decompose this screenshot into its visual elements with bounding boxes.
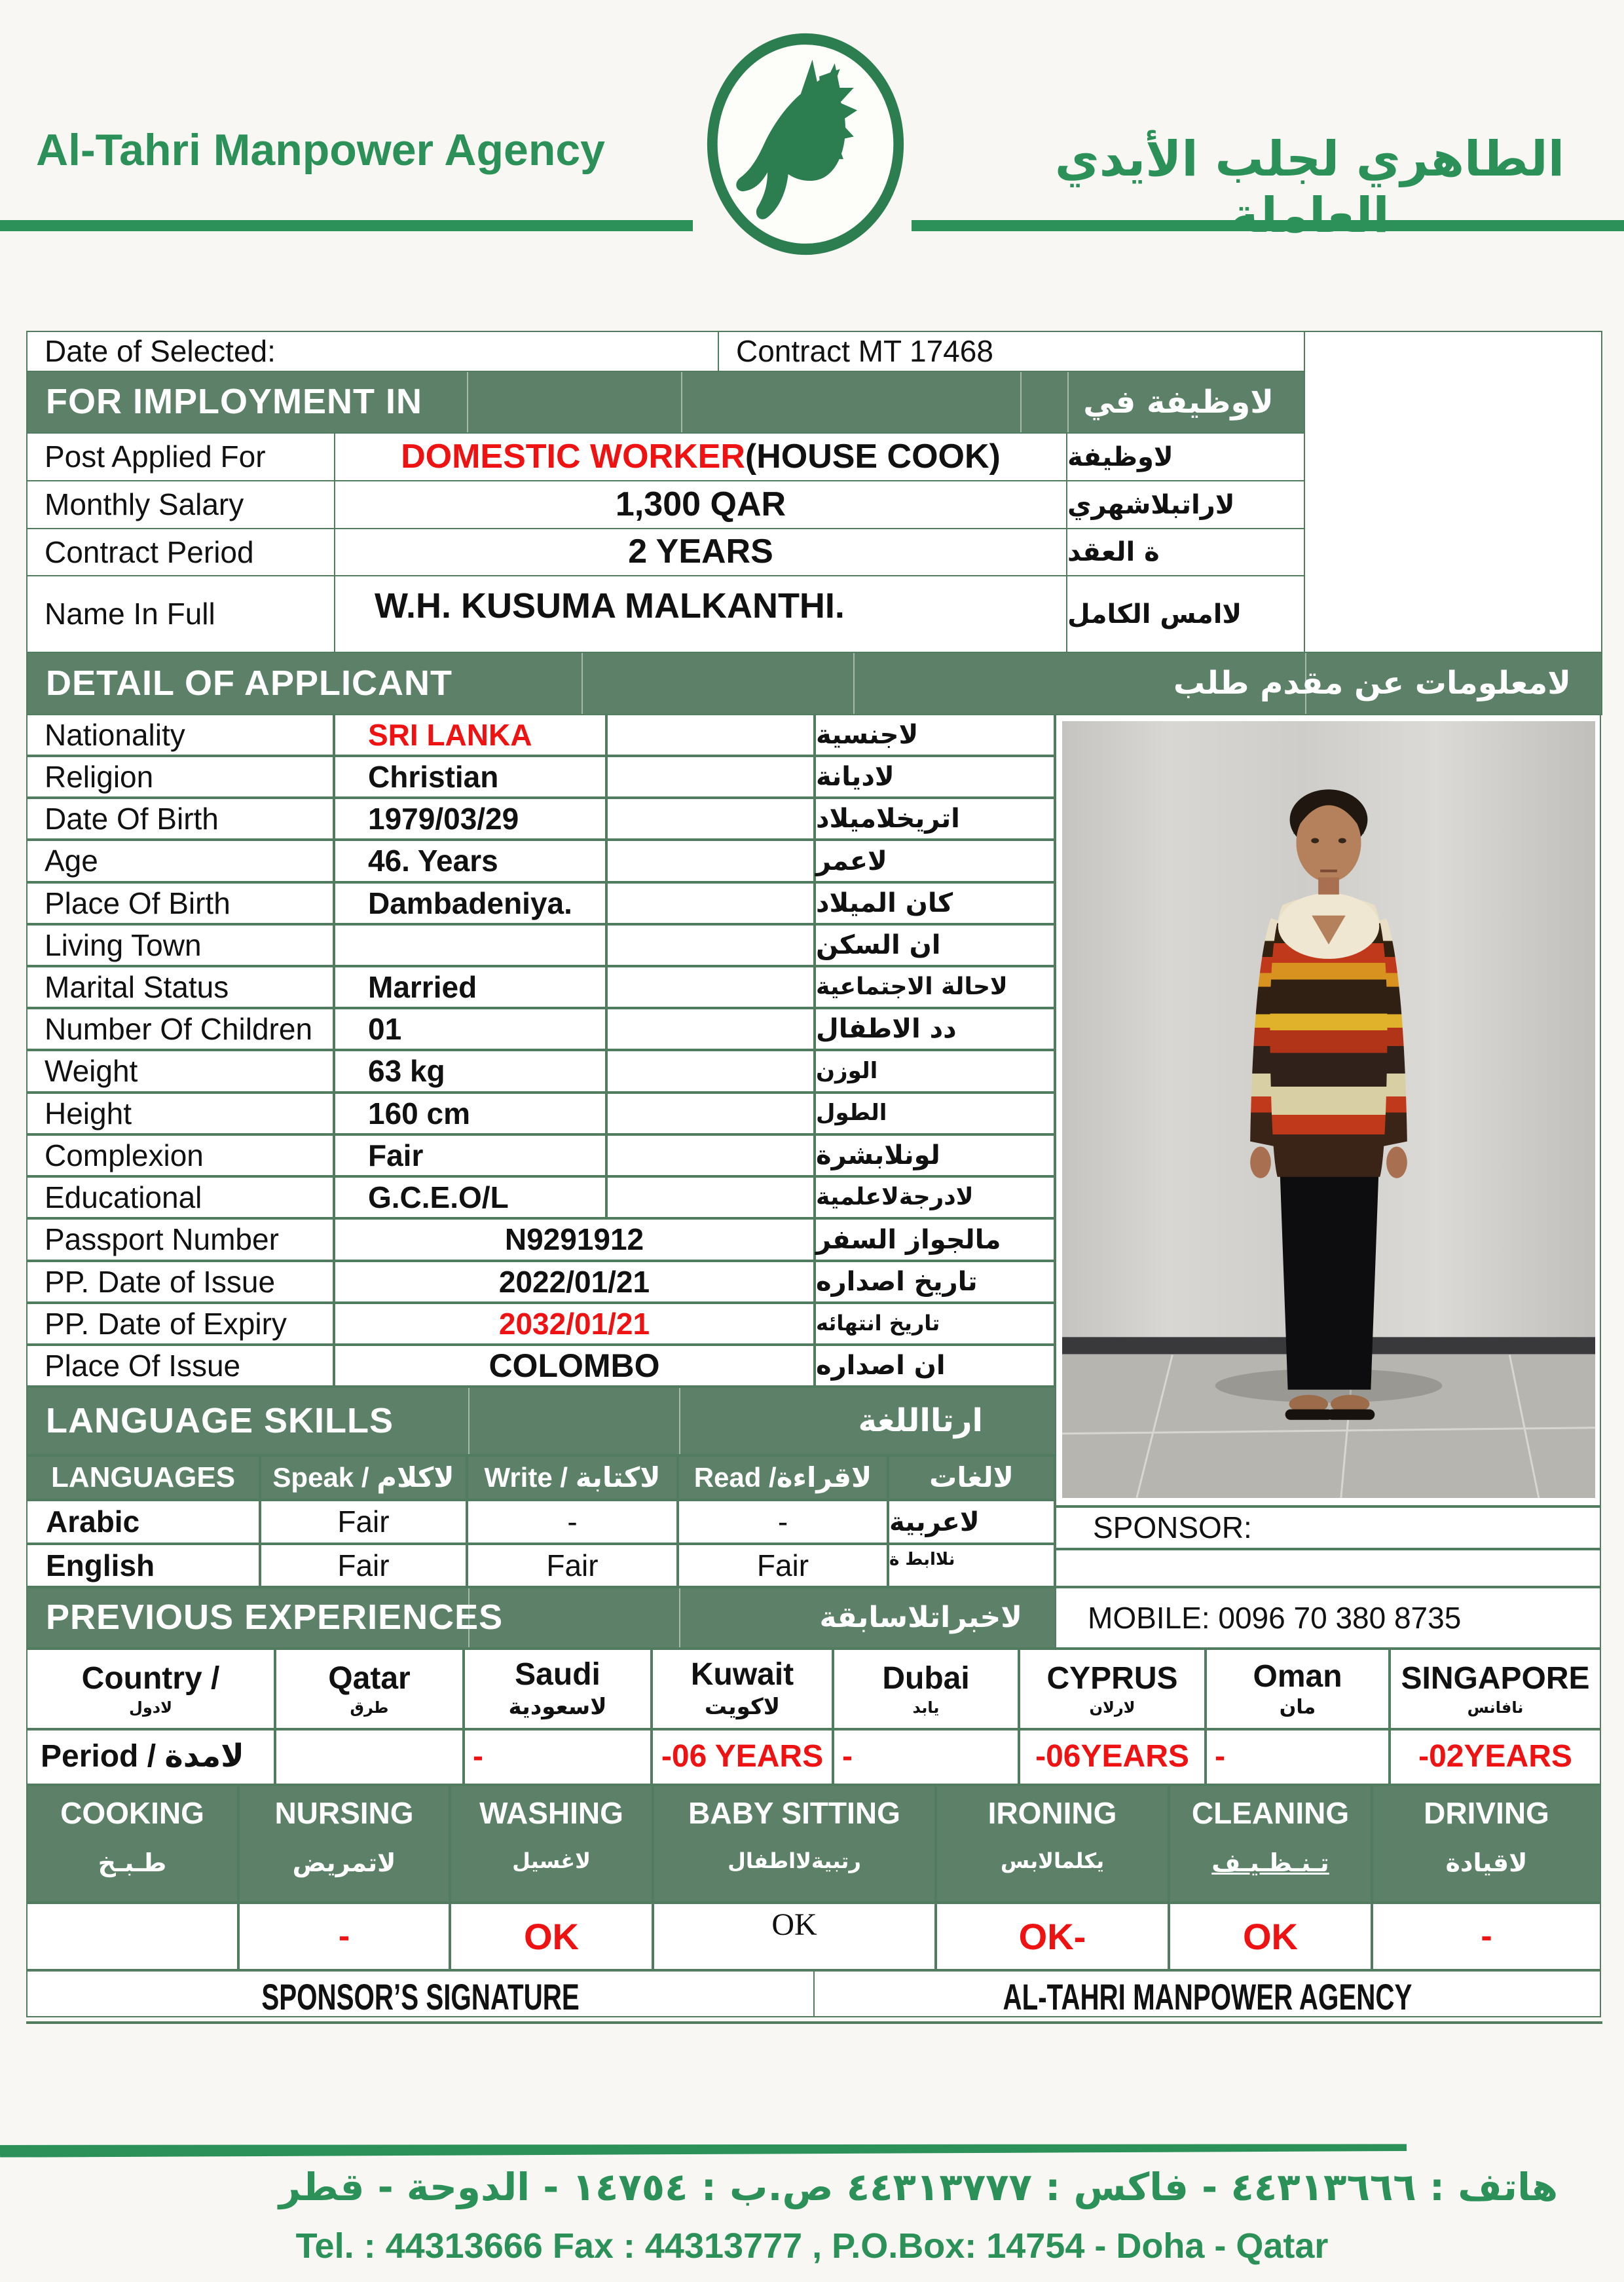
post-value-rest: (HOUSE COOK) xyxy=(745,437,1001,476)
age-value: 46. Years xyxy=(334,840,606,882)
period-singapore: -02YEARS xyxy=(1390,1729,1601,1785)
footer-contact-ar: هاتف : ٤٤٣١٣٦٦٦ - فاكس : ٤٤٣١٣٧٧٧ ص.ب : ١٤٧٥٤ - الدوحة - قطر xyxy=(278,2165,1559,2209)
marital-status-label: Marital Status xyxy=(26,966,334,1008)
country-dubai-name: Dubai xyxy=(882,1660,970,1696)
skill-nursing-en: NURSING xyxy=(274,1796,414,1830)
previous-experiences-band xyxy=(26,1587,1056,1649)
table-bottom-rule xyxy=(26,2021,1602,2024)
living-town-extra-cell xyxy=(606,924,815,966)
skill-cleaning-en: CLEANING xyxy=(1191,1796,1350,1830)
skill-cooking-en: COOKING xyxy=(60,1796,204,1830)
name-in-full-label: Name In Full xyxy=(26,575,335,653)
agency-title-ar: الطاهري لجلب الأيدي العاملة xyxy=(1054,131,1565,244)
marital-status-extra-cell xyxy=(606,966,815,1008)
complexion-value: Fair xyxy=(334,1134,606,1176)
read-col-header: Read /لاقراءة xyxy=(678,1455,888,1500)
skill-babysitting-header xyxy=(653,1785,936,1903)
nationality-value: SRI LANKA xyxy=(334,714,606,756)
country-label: Country / xyxy=(81,1660,220,1696)
post-applied-label: Post Applied For xyxy=(26,432,335,481)
country-kuwait xyxy=(652,1649,833,1729)
english-row-ar: نلاابط ة xyxy=(888,1544,1055,1587)
english-row-label: English xyxy=(26,1544,260,1587)
country-header-cell xyxy=(26,1649,275,1729)
country-qatar xyxy=(275,1649,464,1729)
skill-cooking-header xyxy=(26,1785,238,1903)
country-oman-name: Oman xyxy=(1253,1658,1342,1694)
living-town-ar: ان السكن xyxy=(815,924,1055,966)
pp-issue-ar: تاريخ اصداره xyxy=(815,1261,1055,1303)
skill-driving-value: - xyxy=(1372,1903,1601,1970)
age-ar: لاعمر xyxy=(815,840,1055,882)
weight-ar: الوزن xyxy=(815,1050,1055,1093)
place-of-issue-value: COLOMBO xyxy=(334,1345,815,1387)
skill-ironing-header xyxy=(936,1785,1169,1903)
country-singapore-name: SINGAPORE xyxy=(1401,1660,1590,1696)
country-singapore xyxy=(1390,1649,1601,1729)
sponsor-signature-label: SPONSOR’S SIGNATURE xyxy=(261,1976,580,2017)
religion-extra-cell xyxy=(606,756,815,798)
skill-cleaning-ar: تـنـظـيـف xyxy=(1211,1848,1329,1877)
previous-experiences-en: PREVIOUS EXPERIENCES xyxy=(46,1598,504,1637)
skill-babysitting-ar: رتبيةلااطفال xyxy=(728,1848,861,1873)
period-cyprus: -06YEARS xyxy=(1019,1729,1206,1785)
applicant-photo-cell xyxy=(1055,714,1601,1506)
children-label: Number Of Children xyxy=(26,1008,334,1050)
nationality-label: Nationality xyxy=(26,714,334,756)
children-extra-cell xyxy=(606,1008,815,1050)
sponsor-empty-cell xyxy=(1055,1549,1601,1587)
passport-number-value: N9291912 xyxy=(334,1218,815,1261)
educational-value: G.C.E.O/L xyxy=(334,1176,606,1218)
horse-logo-icon xyxy=(702,31,909,257)
arabic-row-ar: لاعربية xyxy=(888,1500,1055,1544)
skill-ironing-en: IRONING xyxy=(987,1796,1117,1830)
country-saudi xyxy=(464,1649,652,1729)
agency-signature-cell xyxy=(813,1970,1601,2017)
passport-number-label: Passport Number xyxy=(26,1218,334,1261)
employment-header-ar: لاوظيفة في xyxy=(1083,383,1274,421)
skill-ironing-value: OK- xyxy=(936,1903,1169,1970)
weight-extra-cell xyxy=(606,1050,815,1093)
country-oman xyxy=(1206,1649,1390,1729)
name-in-full-value: W.H. KUSUMA MALKANTHI. xyxy=(334,575,1067,653)
country-cyprus-name: CYPRUS xyxy=(1046,1660,1178,1696)
period-saudi: - xyxy=(464,1729,652,1785)
country-singapore-ar: نافانس xyxy=(1467,1698,1524,1717)
post-value-red: DOMESTIC WORKER xyxy=(401,437,745,476)
language-skills-en: LANGUAGE SKILLS xyxy=(46,1400,394,1440)
place-of-issue-ar: ان اصداره xyxy=(815,1345,1055,1387)
height-value: 160 cm xyxy=(334,1093,606,1134)
post-applied-ar: لاوظيفة xyxy=(1066,432,1305,481)
period-oman: - xyxy=(1206,1729,1390,1785)
place-of-issue-label: Place Of Issue xyxy=(26,1345,334,1387)
place-of-birth-extra-cell xyxy=(606,882,815,924)
skill-nursing-ar: لاتمريض xyxy=(292,1848,396,1877)
detail-header-en: DETAIL OF APPLICANT xyxy=(46,663,452,703)
monthly-salary-label: Monthly Salary xyxy=(26,480,335,529)
footer-contact-en: Tel. : 44313666 Fax : 44313777 , P.O.Box: 14754 - Doha - Qatar xyxy=(295,2226,1329,2266)
skill-driving-en: DRIVING xyxy=(1424,1796,1549,1830)
dob-ar: اتريخلاميلاد xyxy=(815,798,1055,840)
contract-period-ar: ة العقد xyxy=(1066,528,1305,576)
header-rule-left xyxy=(0,220,693,231)
post-applied-value xyxy=(334,432,1067,481)
language-skills-ar: ارتااللغة xyxy=(858,1402,983,1440)
period-dubai: - xyxy=(833,1729,1019,1785)
place-of-birth-ar: كان الميلاد xyxy=(815,882,1055,924)
passport-number-ar: مالجواز السفر xyxy=(815,1218,1055,1261)
skill-babysitting-value: OK xyxy=(653,1903,936,1970)
religion-ar: لاديانة xyxy=(815,756,1055,798)
skill-babysitting-en: BABY SITTING xyxy=(688,1796,900,1830)
height-extra-cell xyxy=(606,1093,815,1134)
name-in-full-ar: لاامس الكامل xyxy=(1066,575,1305,653)
height-label: Height xyxy=(26,1093,334,1134)
period-kuwait: -06 YEARS xyxy=(652,1729,833,1785)
period-label: Period / لامدة xyxy=(26,1729,275,1785)
employment-header-band xyxy=(26,371,1305,434)
country-dubai-ar: يابد xyxy=(912,1698,940,1717)
marital-status-value: Married xyxy=(334,966,606,1008)
english-speak: Fair xyxy=(260,1544,467,1587)
sponsor-mobile: MOBILE: 0096 70 380 8735 xyxy=(1055,1587,1601,1649)
complexion-ar: لونلابشرة xyxy=(815,1134,1055,1176)
skill-cooking-ar: طـبـخ xyxy=(98,1848,167,1877)
contract-number: Contract MT 17468 xyxy=(718,331,1305,372)
educational-ar: لادرجةلاعلمية xyxy=(815,1176,1055,1218)
skill-cooking-value xyxy=(26,1903,238,1970)
arabic-row-label: Arabic xyxy=(26,1500,260,1544)
detail-header-band xyxy=(26,652,1602,715)
contract-period-label: Contract Period xyxy=(26,528,335,576)
country-kuwait-ar: لاكويت xyxy=(704,1694,781,1721)
place-of-birth-value: Dambadeniya. xyxy=(334,882,606,924)
country-dubai xyxy=(833,1649,1019,1729)
pp-issue-label: PP. Date of Issue xyxy=(26,1261,334,1303)
previous-experiences-ar: لاخبراتلاسابقة xyxy=(819,1600,1022,1634)
sponsor-signature-cell xyxy=(26,1970,815,2017)
nationality-ar: لاجنسية xyxy=(815,714,1055,756)
country-oman-ar: مان xyxy=(1279,1696,1316,1719)
detail-header-ar: لامعلومات عن مقدم طلب xyxy=(1173,665,1571,702)
country-saudi-ar: لاسعودية xyxy=(508,1694,607,1721)
pp-expiry-value: 2032/01/21 xyxy=(334,1303,815,1345)
skill-cleaning-value: OK xyxy=(1169,1903,1372,1970)
skill-cleaning-header xyxy=(1169,1785,1372,1903)
age-extra-cell xyxy=(606,840,815,882)
nationality-extra-cell xyxy=(606,714,815,756)
complexion-label: Complexion xyxy=(26,1134,334,1176)
religion-label: Religion xyxy=(26,756,334,798)
height-ar: الطول xyxy=(815,1093,1055,1134)
write-col-header: Write / لاكتابة xyxy=(467,1455,678,1500)
marital-status-ar: لاحالة الاجتماعية xyxy=(815,966,1055,1008)
living-town-value xyxy=(334,924,606,966)
employment-header-en: FOR IMPLOYMENT IN xyxy=(46,382,422,422)
skill-washing-ar: لاغسيل xyxy=(512,1848,591,1873)
languages-col-header-ar: لالغات xyxy=(888,1455,1055,1500)
top-right-empty-cell xyxy=(1304,331,1602,653)
monthly-salary-value: 1,300 QAR xyxy=(334,480,1067,529)
sponsor-label: SPONSOR: xyxy=(1055,1506,1601,1549)
country-cyprus xyxy=(1019,1649,1206,1729)
religion-value: Christian xyxy=(334,756,606,798)
arabic-write: - xyxy=(467,1500,678,1544)
pp-expiry-label: PP. Date of Expiry xyxy=(26,1303,334,1345)
date-of-selected-label: Date of Selected: xyxy=(26,331,719,372)
complexion-extra-cell xyxy=(606,1134,815,1176)
footer-rule xyxy=(0,2141,1407,2158)
pp-expiry-ar: تاريخ انتهائه xyxy=(815,1303,1055,1345)
weight-label: Weight xyxy=(26,1050,334,1093)
arabic-speak: Fair xyxy=(260,1500,467,1544)
skill-nursing-header xyxy=(238,1785,450,1903)
country-qatar-ar: طرق xyxy=(350,1698,389,1717)
agency-signature-label: AL-TAHRI MANPOWER AGENCY xyxy=(1003,1976,1412,2017)
skill-nursing-value: - xyxy=(238,1903,450,1970)
dob-extra-cell xyxy=(606,798,815,840)
period-qatar xyxy=(275,1729,464,1785)
country-cyprus-ar: لارلان xyxy=(1089,1698,1135,1717)
skill-ironing-ar: يكلمالابس xyxy=(1000,1848,1105,1873)
children-value: 01 xyxy=(334,1008,606,1050)
place-of-birth-label: Place Of Birth xyxy=(26,882,334,924)
living-town-label: Living Town xyxy=(26,924,334,966)
monthly-salary-ar: لاراتبلاشهري xyxy=(1066,480,1305,529)
weight-value: 63 kg xyxy=(334,1050,606,1093)
educational-label: Educational xyxy=(26,1176,334,1218)
country-qatar-name: Qatar xyxy=(328,1660,411,1696)
skill-driving-ar: لاقيادة xyxy=(1445,1848,1528,1877)
country-label-ar: لادول xyxy=(129,1698,172,1717)
applicant-photo xyxy=(1062,721,1595,1498)
country-saudi-name: Saudi xyxy=(515,1657,600,1693)
skill-washing-en: WASHING xyxy=(479,1796,623,1830)
dob-value: 1979/03/29 xyxy=(334,798,606,840)
languages-col-header: LANGUAGES xyxy=(26,1455,260,1500)
speak-col-header: Speak / لاكلام xyxy=(260,1455,467,1500)
arabic-read: - xyxy=(678,1500,888,1544)
contract-period-value: 2 YEARS xyxy=(334,528,1067,576)
language-skills-band xyxy=(26,1387,1056,1455)
educational-extra-cell xyxy=(606,1176,815,1218)
english-write: Fair xyxy=(467,1544,678,1587)
dob-label: Date Of Birth xyxy=(26,798,334,840)
skill-washing-header xyxy=(450,1785,653,1903)
age-label: Age xyxy=(26,840,334,882)
english-read: Fair xyxy=(678,1544,888,1587)
country-kuwait-name: Kuwait xyxy=(690,1657,794,1693)
skill-washing-value: OK xyxy=(450,1903,653,1970)
pp-issue-value: 2022/01/21 xyxy=(334,1261,815,1303)
skill-driving-header xyxy=(1372,1785,1601,1903)
children-ar: دد الاطفال xyxy=(815,1008,1055,1050)
agency-title-en: Al-Tahri Manpower Agency xyxy=(36,125,605,175)
